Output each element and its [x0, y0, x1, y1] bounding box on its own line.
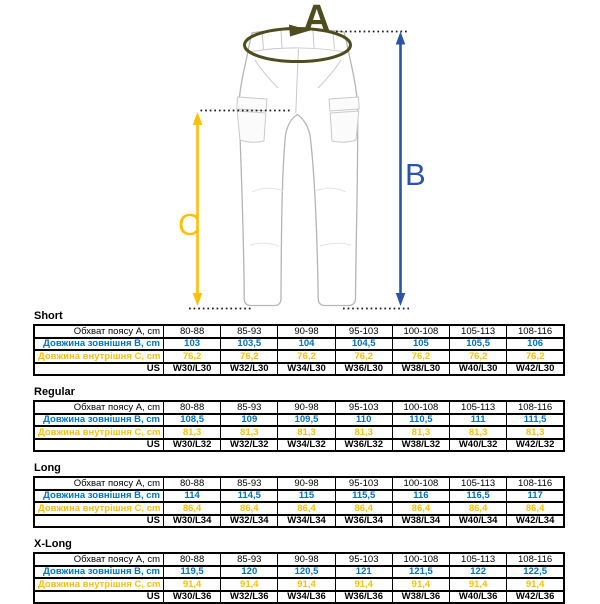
cell-us-size: W42/L34: [507, 515, 564, 528]
cell-inner-length: 76,2: [507, 350, 564, 363]
cell-outer-length: 109: [221, 414, 278, 427]
arrow-c-head-top: [193, 112, 203, 125]
row-label-inner-length: Довжина внутрішня C, cm: [34, 426, 164, 439]
cell-us-size: W34/L32: [278, 439, 335, 452]
table-row-inner-length: [34, 502, 564, 515]
cell-inner-length: 91,4: [164, 578, 221, 591]
cell-inner-length: 91,4: [221, 578, 278, 591]
cell-us-size: W36/L34: [335, 515, 392, 528]
cell-waist-range: 100-108: [392, 553, 449, 566]
row-label-us-size: US: [34, 439, 164, 452]
cell-us-size: W34/L30: [278, 363, 335, 376]
cell-us-size: W30/L30: [164, 363, 221, 376]
table-row-outer-length: [34, 490, 564, 503]
table-row-outer-length: [34, 566, 564, 579]
cell-waist-range: 108-116: [507, 477, 564, 490]
cell-waist-range: 108-116: [507, 553, 564, 566]
cell-outer-length: 110,5: [392, 414, 449, 427]
cell-outer-length: 108,5: [164, 414, 221, 427]
table-row-inner-length: [34, 578, 564, 591]
cell-outer-length: 105: [392, 338, 449, 351]
cell-waist-range: 95-103: [335, 401, 392, 414]
row-label-us-size: US: [34, 515, 164, 528]
cell-waist-range: 85-93: [221, 553, 278, 566]
row-label-outer-length: Довжина зовнішня B, cm: [34, 414, 164, 427]
cell-outer-length: 121: [335, 566, 392, 579]
row-label-waist-range: Обхват поясу A, cm: [34, 401, 164, 414]
cell-outer-length: 122: [450, 566, 507, 579]
cell-us-size: W42/L30: [507, 363, 564, 376]
arrow-c-head-bottom: [193, 293, 203, 306]
cell-waist-range: 100-108: [392, 401, 449, 414]
row-label-waist-range: Обхват поясу A, cm: [34, 325, 164, 338]
cell-us-size: W32/L32: [221, 439, 278, 452]
size-table-short: [33, 324, 565, 376]
cell-us-size: W36/L30: [335, 363, 392, 376]
cell-us-size: W42/L32: [507, 439, 564, 452]
cell-waist-range: 100-108: [392, 477, 449, 490]
table-row-outer-length: [34, 338, 564, 351]
size-table-regular: [33, 400, 565, 452]
cell-us-size: W34/L36: [278, 591, 335, 604]
table-row-us-size: [34, 439, 564, 452]
cell-waist-range: 85-93: [221, 325, 278, 338]
size-section-x-long: [33, 538, 565, 604]
size-table-long: [33, 476, 565, 528]
cell-inner-length: 76,2: [450, 350, 507, 363]
cell-us-size: W40/L36: [450, 591, 507, 604]
size-section-title-short: Short: [34, 310, 63, 322]
row-label-waist-range: Обхват поясу A, cm: [34, 477, 164, 490]
cell-inner-length: 86,4: [278, 502, 335, 515]
label-c: C: [178, 207, 201, 242]
cell-outer-length: 119,5: [164, 566, 221, 579]
cargo-pocket-left: [237, 111, 266, 142]
cell-outer-length: 111: [450, 414, 507, 427]
cell-outer-length: 109,5: [278, 414, 335, 427]
pants-outline: [239, 29, 358, 305]
cell-us-size: W40/L30: [450, 363, 507, 376]
arrow-b-head-top: [396, 32, 406, 45]
cell-outer-length: 103: [164, 338, 221, 351]
cell-inner-length: 76,2: [221, 350, 278, 363]
cell-us-size: W38/L32: [392, 439, 449, 452]
cell-outer-length: 114,5: [221, 490, 278, 503]
cell-outer-length: 122,5: [507, 566, 564, 579]
row-label-outer-length: Довжина зовнішня B, cm: [34, 490, 164, 503]
cargo-pocket-right: [330, 111, 359, 142]
cell-outer-length: 120,5: [278, 566, 335, 579]
table-row-us-size: [34, 363, 564, 376]
cell-inner-length: 76,2: [335, 350, 392, 363]
cell-inner-length: 91,4: [278, 578, 335, 591]
cell-outer-length: 116: [392, 490, 449, 503]
cell-us-size: W40/L34: [450, 515, 507, 528]
cell-us-size: W34/L34: [278, 515, 335, 528]
table-row-inner-length: [34, 350, 564, 363]
cell-outer-length: 106: [507, 338, 564, 351]
cell-us-size: W38/L36: [392, 591, 449, 604]
cell-outer-length: 110: [335, 414, 392, 427]
cell-inner-length: 76,2: [278, 350, 335, 363]
table-row-outer-length: [34, 414, 564, 427]
cell-waist-range: 95-103: [335, 325, 392, 338]
cell-inner-length: 86,4: [335, 502, 392, 515]
size-tables: [33, 310, 565, 604]
cell-waist-range: 95-103: [335, 477, 392, 490]
row-label-outer-length: Довжина зовнішня B, cm: [34, 338, 164, 351]
table-row-waist-range: [34, 553, 564, 566]
cell-waist-range: 90-98: [278, 401, 335, 414]
cell-waist-range: 108-116: [507, 401, 564, 414]
table-row-us-size: [34, 515, 564, 528]
cell-inner-length: 81,3: [164, 426, 221, 439]
table-row-waist-range: [34, 401, 564, 414]
row-label-us-size: US: [34, 363, 164, 376]
cell-us-size: W30/L32: [164, 439, 221, 452]
cell-inner-length: 91,4: [507, 578, 564, 591]
label-b: B: [405, 157, 426, 192]
cell-inner-length: 91,4: [450, 578, 507, 591]
cell-waist-range: 105-113: [450, 477, 507, 490]
cell-outer-length: 121,5: [392, 566, 449, 579]
size-section-regular: [33, 386, 565, 452]
size-section-title-long: Long: [34, 462, 61, 474]
cell-us-size: W40/L32: [450, 439, 507, 452]
cell-outer-length: 120: [221, 566, 278, 579]
size-table-x-long: [33, 552, 565, 604]
cell-inner-length: 81,3: [450, 426, 507, 439]
cell-inner-length: 91,4: [392, 578, 449, 591]
cell-waist-range: 80-88: [164, 553, 221, 566]
cell-us-size: W32/L36: [221, 591, 278, 604]
cell-outer-length: 111,5: [507, 414, 564, 427]
size-section-title-x-long: X-Long: [34, 538, 72, 550]
cell-inner-length: 81,3: [335, 426, 392, 439]
cargo-pocket-right-flap: [329, 97, 359, 111]
cell-us-size: W30/L34: [164, 515, 221, 528]
cell-us-size: W38/L30: [392, 363, 449, 376]
cell-waist-range: 85-93: [221, 477, 278, 490]
cell-us-size: W36/L32: [335, 439, 392, 452]
cell-inner-length: 81,3: [221, 426, 278, 439]
arrow-b-head-bottom: [396, 293, 406, 306]
row-label-inner-length: Довжина внутрішня C, cm: [34, 502, 164, 515]
cell-outer-length: 103,5: [221, 338, 278, 351]
cell-outer-length: 104,5: [335, 338, 392, 351]
cell-waist-range: 80-88: [164, 325, 221, 338]
cell-inner-length: 91,4: [335, 578, 392, 591]
cell-waist-range: 80-88: [164, 401, 221, 414]
cell-outer-length: 115,5: [335, 490, 392, 503]
table-row-us-size: [34, 591, 564, 604]
cell-us-size: W36/L36: [335, 591, 392, 604]
table-row-waist-range: [34, 477, 564, 490]
cell-waist-range: 90-98: [278, 477, 335, 490]
cell-inner-length: 86,4: [164, 502, 221, 515]
cell-outer-length: 104: [278, 338, 335, 351]
table-row-inner-length: [34, 426, 564, 439]
cell-us-size: W38/L34: [392, 515, 449, 528]
cell-us-size: W30/L36: [164, 591, 221, 604]
cell-waist-range: 105-113: [450, 325, 507, 338]
cell-us-size: W42/L36: [507, 591, 564, 604]
cell-waist-range: 85-93: [221, 401, 278, 414]
cell-outer-length: 105,5: [450, 338, 507, 351]
pants-drawing: [237, 29, 359, 305]
row-label-inner-length: Довжина внутрішня C, cm: [34, 350, 164, 363]
size-section-short: [33, 310, 565, 376]
cell-waist-range: 90-98: [278, 553, 335, 566]
cell-inner-length: 76,2: [392, 350, 449, 363]
row-label-outer-length: Довжина зовнішня B, cm: [34, 566, 164, 579]
size-section-long: [33, 462, 565, 528]
cell-waist-range: 105-113: [450, 553, 507, 566]
row-label-inner-length: Довжина внутрішня C, cm: [34, 578, 164, 591]
cell-outer-length: 115: [278, 490, 335, 503]
cell-outer-length: 114: [164, 490, 221, 503]
cargo-pocket-left-flap: [237, 97, 267, 111]
cell-waist-range: 90-98: [278, 325, 335, 338]
cell-inner-length: 81,3: [278, 426, 335, 439]
cell-outer-length: 116,5: [450, 490, 507, 503]
cell-inner-length: 76,2: [164, 350, 221, 363]
cell-outer-length: 117: [507, 490, 564, 503]
cell-inner-length: 86,4: [221, 502, 278, 515]
cell-inner-length: 81,3: [507, 426, 564, 439]
cell-waist-range: 105-113: [450, 401, 507, 414]
cell-us-size: W32/L30: [221, 363, 278, 376]
cell-waist-range: 95-103: [335, 553, 392, 566]
cell-inner-length: 86,4: [450, 502, 507, 515]
cell-inner-length: 81,3: [392, 426, 449, 439]
size-section-title-regular: Regular: [34, 386, 75, 398]
cell-inner-length: 86,4: [507, 502, 564, 515]
cell-us-size: W32/L34: [221, 515, 278, 528]
cell-waist-range: 108-116: [507, 325, 564, 338]
table-row-waist-range: [34, 325, 564, 338]
row-label-waist-range: Обхват поясу A, cm: [34, 553, 164, 566]
label-a: A: [303, 0, 331, 40]
cell-inner-length: 86,4: [392, 502, 449, 515]
cell-waist-range: 80-88: [164, 477, 221, 490]
cell-waist-range: 100-108: [392, 325, 449, 338]
row-label-us-size: US: [34, 591, 164, 604]
